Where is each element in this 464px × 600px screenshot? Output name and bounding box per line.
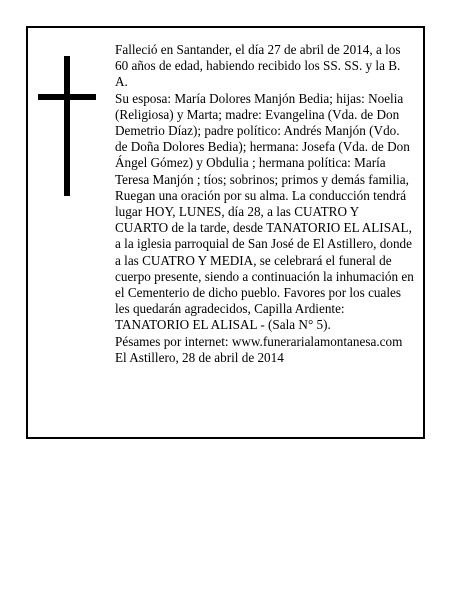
notice-text — [115, 42, 415, 366]
cross-horizontal-bar — [38, 94, 96, 100]
cross-vertical-bar — [64, 56, 70, 196]
cross-icon — [38, 56, 96, 196]
family-list: Su esposa: María Dolores Manjón Bedia; hijas: Noelia (Religiosa) y Marta; madre: Evangelina (Vda. de Don Demetrio Díaz); padre político: Andrés Manjón (Vdo. de Doña Dolores Bedia); hermana: Josefa (Vda. de Don Ángel Gómez) y Obdulia ; hermana política: María Teresa Manjón ; tíos; sobrinos; primos y demás familia, — [115, 90, 410, 187]
funeral-details: Ruegan una oración por su alma. La conducción tendrá lugar HOY, LUNES, día 28, a las CUATRO Y CUARTO de la tarde, desde TANATORIO EL ALISAL, a la iglesia parroquial de San José de El Astillero, donde a las CUATRO Y MEDIA, se celebrará el funeral de cuerpo presente, siendo a continuación la inhumación en el Cementerio de dicho pueblo. Favores por los cuales les quedarán agradecidos, Capilla Ardiente: TANATORIO EL ALISAL - (Sala N° 5). — [115, 187, 414, 333]
obituary-notice — [26, 26, 425, 439]
place-and-date: El Astillero, 28 de abril de 2014 — [115, 349, 284, 365]
condolences-website: Pésames por internet: www.funerarialamontanesa.com — [115, 333, 403, 349]
death-announcement: Falleció en Santander, el día 27 de abril de 2014, a los 60 años de edad, habiendo recibido los SS. SS. y la B. A. — [115, 42, 401, 90]
